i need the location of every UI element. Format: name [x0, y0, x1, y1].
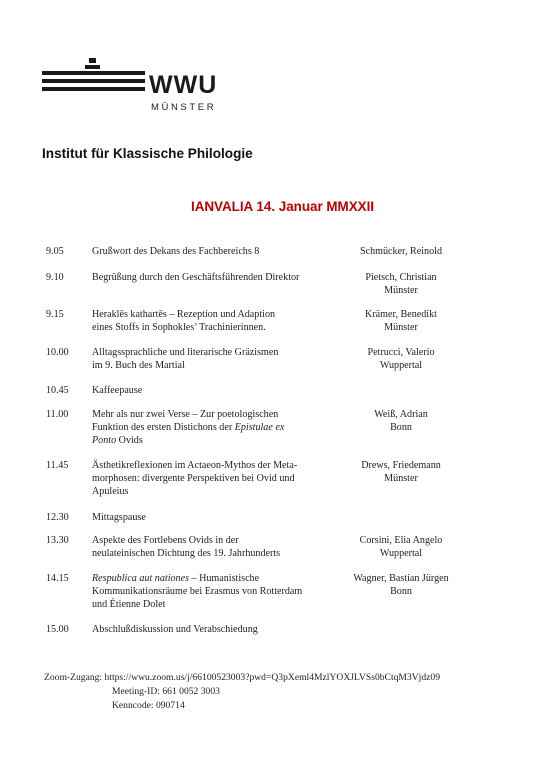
speaker-name: Drews, Friedemann	[361, 460, 441, 471]
program-title	[92, 347, 340, 373]
program-title-line: morphosen: divergente Perspektiven bei Ovid und	[92, 472, 295, 484]
program-title-line: Kaffeepause	[92, 385, 143, 396]
program-time: 11.00	[46, 409, 69, 420]
program-time: 15.00	[46, 624, 69, 635]
program-time: 10.00	[46, 347, 69, 358]
logo-wordmark: WWU	[149, 71, 218, 99]
wwu-logo-mark-icon	[42, 58, 145, 98]
logo-city: MÜNSTER	[151, 102, 217, 113]
speaker-name: Weiß, Adrian	[374, 409, 428, 420]
zoom-link[interactable]: Zoom-Zugang: https://wwu.zoom.us/j/66100523003?pwd=Q3pXeml4MzlYOXJLVSs0bCtqM3Vjdz09	[44, 672, 440, 683]
program-title-line: im 9. Buch des Martial	[92, 359, 185, 371]
wwu-logo	[42, 58, 242, 128]
program-title-line: Abschlußdiskussion und Verabschiedung	[92, 624, 258, 635]
speaker-name: Pietsch, Christian	[365, 272, 437, 283]
program-title-line: Respublica aut nationes – Humanistische	[92, 573, 260, 584]
meeting-id: Meeting-ID: 661 0052 3003	[112, 686, 220, 697]
program-speaker	[346, 460, 456, 486]
program-time: 12.30	[46, 512, 69, 523]
program-time: 13.30	[46, 535, 69, 546]
program-time: 9.15	[46, 309, 64, 320]
speaker-city: Wuppertal	[379, 359, 423, 371]
speaker-city: Münster	[384, 321, 418, 333]
program-title-line: Apuleius	[92, 485, 129, 497]
program-speaker	[346, 535, 456, 561]
program-time: 14.15	[46, 573, 69, 584]
speaker-name: Wagner, Bastian Jürgen	[353, 573, 449, 584]
speaker-name: Krämer, Benedikt	[365, 309, 437, 320]
event-title: IANVALIA 14. Januar MMXXII	[190, 199, 375, 214]
program-title	[92, 272, 340, 285]
speaker-city: Münster	[384, 472, 418, 484]
program-title-line: Mehr als nur zwei Verse – Zur poetologischen	[92, 409, 279, 420]
program-title	[92, 385, 340, 398]
program-speaker	[346, 347, 456, 373]
program-time: 10.45	[46, 385, 69, 396]
speaker-city: Münster	[384, 284, 418, 296]
program-title	[92, 309, 340, 335]
program-title	[92, 573, 340, 611]
speaker-name: Petrucci, Valerio	[367, 347, 435, 358]
speaker-city: Bonn	[390, 585, 412, 597]
speaker-name: Schmücker, Reinold	[359, 246, 442, 257]
program-title-line: Grußwort des Dekans des Fachbereichs 8	[92, 246, 260, 257]
program-title	[92, 246, 340, 259]
program-title-line: Ponto Ovids	[92, 434, 143, 446]
program-speaker	[346, 573, 456, 599]
program-title	[92, 535, 340, 561]
program-title-line: Funktion des ersten Distichons der Epistulae ex	[92, 421, 285, 433]
program-title-line: Ästhetikreflexionen im Actaeon-Mythos der Meta-	[92, 460, 298, 471]
speaker-city: Wuppertal	[379, 547, 423, 559]
program-time: 11.45	[46, 460, 69, 471]
program-time: 9.10	[46, 272, 64, 283]
program-title-line: neulateinischen Dichtung des 19. Jahrhunderts	[92, 547, 281, 559]
program-time: 9.05	[46, 246, 64, 257]
program-title-line: Kommunikationsräume bei Erasmus von Rotterdam	[92, 585, 303, 597]
program-title-line: Begrüßung durch den Geschäftsführenden Direktor	[92, 272, 300, 283]
program-speaker	[346, 409, 456, 435]
program-title-line: eines Stoffs in Sophokles’ Trachinierinnen.	[92, 321, 266, 333]
speaker-name: Corsini, Elia Angelo	[359, 535, 443, 546]
program-speaker	[346, 246, 456, 259]
program-title	[92, 460, 340, 498]
program-title	[92, 624, 340, 637]
program-speaker	[346, 272, 456, 298]
program-title-line: Mittagspause	[92, 512, 146, 523]
program-title-line: und Étienne Dolet	[92, 598, 166, 610]
program-title-line: Aspekte des Fortlebens Ovids in der	[92, 535, 239, 546]
program-title	[92, 512, 340, 525]
speaker-city: Bonn	[390, 421, 412, 433]
program-title	[92, 409, 340, 447]
kenncode: Kenncode: 090714	[112, 700, 185, 711]
program-title-line: Heraklēs kathartēs – Rezeption und Adaption	[92, 309, 276, 320]
program-speaker	[346, 309, 456, 335]
institute-name: Institut für Klassische Philologie	[42, 146, 253, 161]
program-title-line: Alltagssprachliche und literarische Gräzismen	[92, 347, 279, 358]
